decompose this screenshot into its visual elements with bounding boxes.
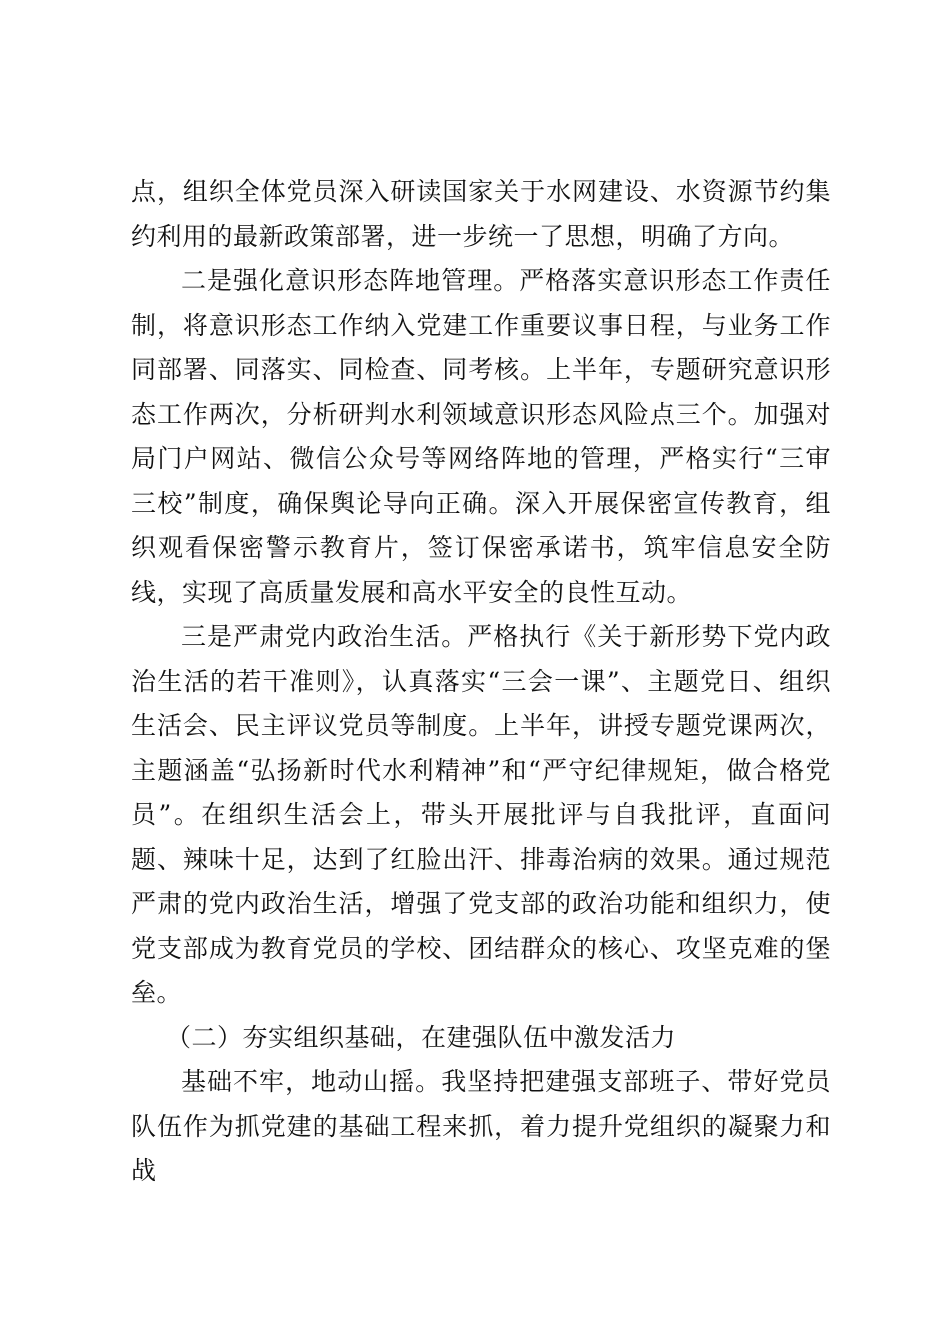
document-body: [131, 170, 831, 1194]
paragraph-organization-foundation: 基础不牢，地动山摇。我坚持把建强支部班子、带好党员队伍作为抓党建的基础工程来抓，着力提升党组织的凝聚力和战: [131, 1067, 831, 1185]
section-heading: （二）夯实组织基础，在建强队伍中激发活力: [166, 1022, 677, 1052]
paragraph-continuation: 点，组织全体党员深入研读国家关于水网建设、水资源节约集约利用的最新政策部署，进一步统一了思想，明确了方向。: [131, 177, 831, 251]
paragraph-party-political-life: 三是严肃党内政治生活。严格执行《关于新形势下党内政治生活的若干准则》，认真落实“三会一课”、主题党日、组织生活会、民主评议党员等制度。上半年，讲授专题党课两次，主题涵盖“弘扬新时代水利精神”和“严守纪律规矩，做合格党员”。在组织生活会上，带头开展批评与自我批评，直面问题、辣味十足，达到了红脸出汗、排毒治病的效果。通过规范严肃的党内政治生活，增强了党支部的政治功能和组织力，使党支部成为教育党员的学校、团结群众的核心、攻坚克难的堡垒。: [131, 622, 831, 1007]
paragraph-ideology-management: 二是强化意识形态阵地管理。严格落实意识形态工作责任制，将意识形态工作纳入党建工作重要议事日程，与业务工作同部署、同落实、同检查、同考核。上半年，专题研究意识形态工作两次，分析研判水利领域意识形态风险点三个。加强对局门户网站、微信公众号等网络阵地的管理，严格实行“三审三校”制度，确保舆论导向正确。深入开展保密宣传教育，组织观看保密警示教育片，签订保密承诺书，筑牢信息安全防线，实现了高质量发展和高水平安全的良性互动。: [131, 266, 831, 607]
